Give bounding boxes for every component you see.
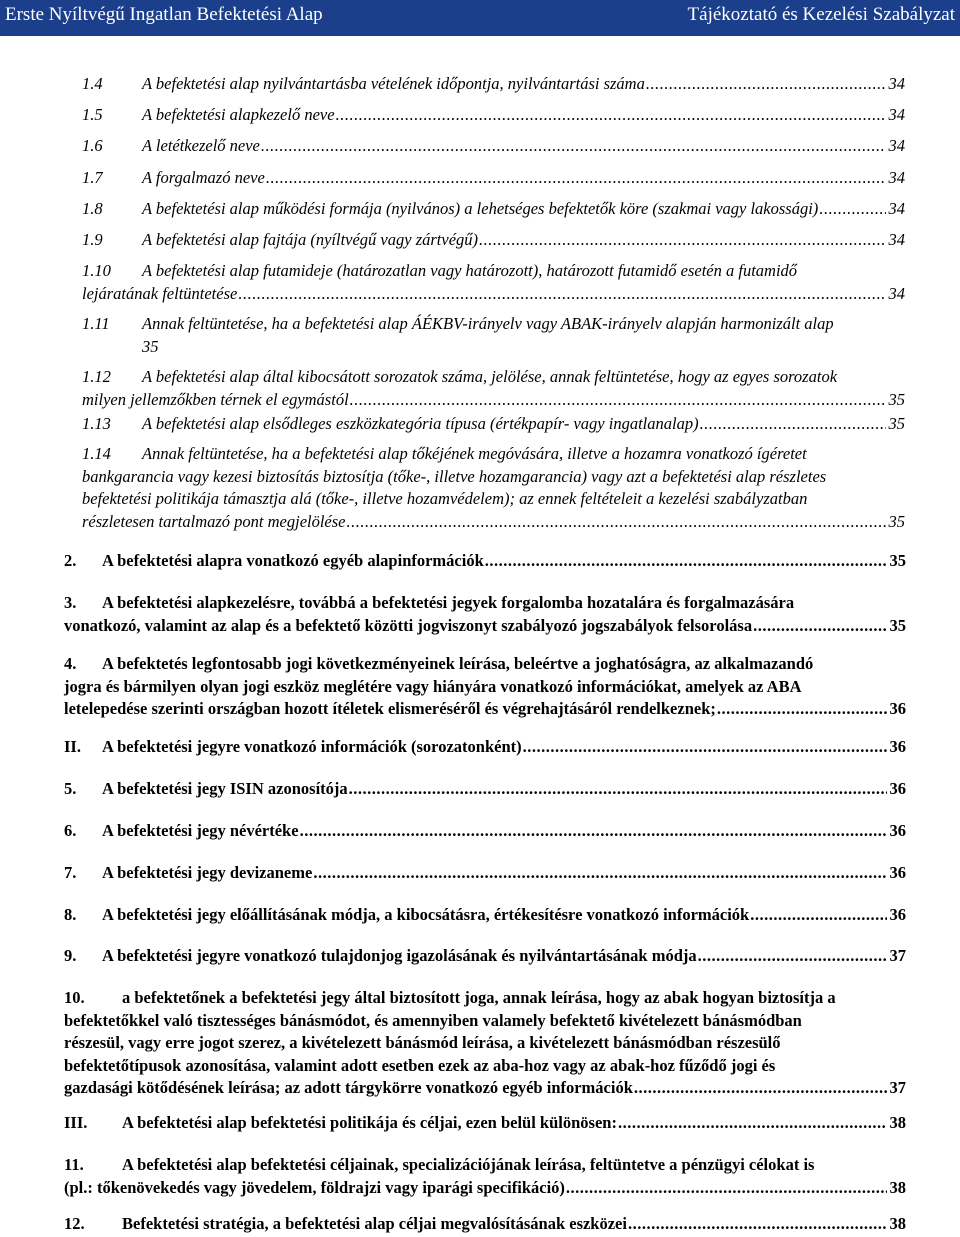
toc-number: 12. bbox=[64, 1214, 85, 1233]
toc-title: A befektetési alap nyilvántartásba vételének időpontja, nyilvántartási száma bbox=[142, 74, 645, 93]
toc-page: 36 bbox=[889, 821, 906, 840]
toc-title: A befektetési jegyre vonatkozó információk (sorozatonként) bbox=[102, 737, 522, 756]
toc-leader bbox=[238, 283, 886, 306]
toc-title: A forgalmazó neve bbox=[142, 168, 265, 187]
document-header bbox=[0, 0, 960, 36]
toc-title-line: jogra és bármilyen olyan jogi eszköz meglétére vagy hiányára vonatkozó információkat, amelyek az ABA bbox=[64, 676, 802, 696]
toc-number: 2. bbox=[64, 551, 77, 570]
toc-leader bbox=[479, 229, 886, 252]
toc-number: 1.12 bbox=[82, 367, 111, 386]
toc-entry[interactable] bbox=[82, 73, 905, 96]
toc-number: 1.5 bbox=[82, 105, 103, 124]
toc-number: 1.7 bbox=[82, 168, 103, 187]
toc-leader bbox=[753, 615, 887, 638]
toc-leader bbox=[350, 389, 886, 412]
header-document-title: Tájékoztató és Kezelési Szabályzat bbox=[687, 4, 955, 25]
toc-leader bbox=[717, 698, 887, 721]
toc-entry[interactable] bbox=[82, 366, 905, 411]
toc-title: A befektetési jegy ISIN azonosítója bbox=[102, 779, 348, 798]
toc-entry[interactable] bbox=[64, 592, 906, 637]
toc-number: 1.14 bbox=[82, 444, 111, 463]
toc-leader bbox=[700, 413, 886, 436]
toc-title: A befektetési jegyre vonatkozó tulajdonjog igazolásának és nyilvántartásának módja bbox=[102, 946, 697, 965]
toc-entry[interactable] bbox=[82, 313, 905, 358]
toc-page: 35 bbox=[889, 615, 906, 635]
toc-leader bbox=[336, 104, 886, 127]
toc-title-line: Annak feltüntetése, ha a befektetési alap tőkéjének megóvására, illetve a hozamra vonatkozó ígéretet bbox=[142, 444, 807, 463]
toc-page: 37 bbox=[889, 946, 906, 965]
toc-number: 9. bbox=[64, 946, 77, 965]
toc-title-line: A befektetési alap futamideje (határozatlan vagy határozott), határozott futamidő esetén a futamidő bbox=[142, 261, 798, 280]
toc-page: 34 bbox=[888, 230, 905, 249]
toc-page: 36 bbox=[889, 737, 906, 756]
toc-entry[interactable] bbox=[82, 135, 905, 158]
toc-leader bbox=[347, 511, 886, 534]
toc-number: 1.13 bbox=[82, 414, 111, 433]
toc-leader bbox=[349, 778, 887, 801]
toc-title-line: részesül, vagy erre jogot szerez, a kivételezett bánásmód leírása, a kivételezett bánásmódban részesülő bbox=[64, 1033, 781, 1052]
toc-page: 34 bbox=[888, 283, 905, 303]
toc-title: milyen jellemzőkben térnek el egymástól bbox=[82, 389, 349, 409]
toc-title: A befektetési jegy előállításának módja, a kibocsátásra, értékesítésre vonatkozó információk bbox=[102, 905, 750, 924]
toc-page: 35 bbox=[888, 511, 905, 531]
toc-leader bbox=[261, 135, 886, 158]
toc-number: 6. bbox=[64, 821, 77, 840]
toc-page: 35 bbox=[889, 551, 906, 570]
toc-leader bbox=[646, 73, 886, 96]
toc-entry[interactable] bbox=[64, 1213, 906, 1236]
toc-page: 36 bbox=[889, 699, 906, 718]
toc-title: A befektetési jegy névértéke bbox=[102, 821, 299, 840]
toc-page: 34 bbox=[888, 168, 905, 187]
toc-title: A befektetési alapra vonatkozó egyéb alapinformációk bbox=[102, 551, 484, 570]
toc-number: 1.11 bbox=[82, 314, 110, 333]
toc-entry[interactable] bbox=[82, 443, 905, 533]
toc-title-line: A befektetési alap által kibocsátott sorozatok száma, jelölése, annak feltüntetése, hogy az egyes sorozatok bbox=[142, 367, 838, 386]
toc-number: 8. bbox=[64, 905, 77, 924]
toc-number: 1.10 bbox=[82, 261, 111, 280]
toc-title: A befektetési alap fajtája (nyíltvégű vagy zártvégű) bbox=[142, 230, 479, 249]
toc-leader bbox=[750, 904, 887, 927]
toc-page: 34 bbox=[888, 136, 905, 155]
toc-leader bbox=[300, 820, 887, 843]
toc-number: III. bbox=[64, 1113, 88, 1132]
toc-title: (pl.: tőkenövekedés vagy jövedelem, földrajzi vagy iparági specifikáció) bbox=[64, 1177, 565, 1197]
toc-leader bbox=[618, 1112, 887, 1135]
toc-entry[interactable] bbox=[64, 736, 906, 759]
toc-entry[interactable] bbox=[64, 862, 906, 885]
toc-leader bbox=[485, 550, 887, 573]
toc-title: gazdasági kötődésének leírása; az adott tárgykörre vonatkozó egyéb információk bbox=[64, 1078, 633, 1097]
toc-title-line: befektetőtípusok azonosítása, valamint adott esetben ezek az aba-hoz vagy az abak-hoz fűződő jogi és bbox=[64, 1055, 776, 1075]
toc-number: II. bbox=[64, 737, 81, 756]
toc-entry[interactable] bbox=[82, 198, 905, 221]
toc-number: 1.6 bbox=[82, 136, 103, 155]
toc-number: 1.9 bbox=[82, 230, 103, 249]
toc-title: letelepedése szerinti országban hozott ítéletek elismeréséről és végrehajtásáról rendelkeznek; bbox=[64, 699, 716, 718]
toc-entry[interactable] bbox=[64, 904, 906, 927]
toc-number: 1.8 bbox=[82, 199, 103, 218]
toc-title: A befektetési alap elsődleges eszközkategória típusa (értékpapír- vagy ingatlanalap) bbox=[142, 414, 699, 433]
toc-title: Annak feltüntetése, ha a befektetési alap ÁÉKBV-irányelv vagy ABAK-irányelv alapján harmonizált alap bbox=[142, 314, 834, 333]
toc-number: 10. bbox=[64, 988, 85, 1007]
toc-number: 11. bbox=[64, 1155, 84, 1174]
header-fund-name: Erste Nyíltvégű Ingatlan Befektetési Alap bbox=[5, 4, 323, 25]
toc-leader bbox=[634, 1077, 887, 1100]
toc-title-line: bankgarancia vagy kezesi biztosítás biztosítja (tőke-, illetve hozamgarancia) vagy azt a befektetési alap részletes bbox=[82, 466, 827, 486]
toc-title: részletesen tartalmazó pont megjelölése bbox=[82, 511, 346, 531]
toc-title-line: befektetési politikája támasztja alá (tőke-, illetve hozamvédelem); az ennek feltételeit a kezelési szabályzatban bbox=[82, 489, 808, 508]
toc-entry[interactable] bbox=[82, 413, 905, 436]
toc-title: Befektetési stratégia, a befektetési alap céljai megvalósításának eszközei bbox=[122, 1214, 627, 1233]
toc-page: 38 bbox=[889, 1214, 906, 1233]
toc-title: A befektetési alap befektetési politikája és céljai, ezen belül különösen: bbox=[122, 1113, 617, 1132]
toc-page: 35 bbox=[888, 389, 905, 409]
toc-entry[interactable] bbox=[64, 820, 906, 843]
toc-title: A letétkezelő neve bbox=[142, 136, 260, 155]
toc-page: 36 bbox=[889, 779, 906, 798]
toc-page: 35 bbox=[142, 336, 159, 356]
toc-title: lejáratának feltüntetése bbox=[82, 283, 238, 303]
toc-leader bbox=[523, 736, 887, 759]
toc-title: A befektetési alap működési formája (nyilvános) a lehetséges befektetők köre (szakmai vagy lakossági) bbox=[142, 199, 819, 218]
toc-page: 35 bbox=[888, 414, 905, 433]
toc-title-line: a befektetőnek a befektetési jegy által biztosított joga, annak leírása, hogy az abak hogyan biztosítja a bbox=[122, 988, 836, 1007]
toc-page: 38 bbox=[889, 1113, 906, 1132]
toc-page: 36 bbox=[889, 863, 906, 882]
toc-number: 4. bbox=[64, 654, 77, 673]
toc-title: A befektetési jegy devizaneme bbox=[102, 863, 313, 882]
toc-entry[interactable] bbox=[64, 550, 906, 573]
toc-title-line: A befektetési alap befektetési céljainak, specializációjának leírása, feltüntetve a pénzügyi célokat is bbox=[122, 1155, 815, 1174]
toc-page: 34 bbox=[888, 74, 905, 93]
toc-leader bbox=[698, 945, 887, 968]
toc-entry[interactable] bbox=[82, 229, 905, 252]
toc-page: 38 bbox=[889, 1177, 906, 1197]
toc-leader bbox=[628, 1213, 887, 1236]
toc-page: 37 bbox=[889, 1078, 906, 1097]
toc-title-line: A befektetés legfontosabb jogi következményeinek leírása, beleértve a joghatóságra, az alkalmazandó bbox=[102, 654, 814, 673]
toc-entry[interactable] bbox=[64, 653, 906, 721]
toc-entry[interactable] bbox=[64, 945, 906, 968]
toc-entry[interactable] bbox=[64, 1112, 906, 1135]
toc-leader bbox=[266, 167, 886, 190]
toc-number: 1.4 bbox=[82, 74, 103, 93]
toc-title: A befektetési alapkezelő neve bbox=[142, 105, 335, 124]
toc-title: vonatkozó, valamint az alap és a befektető közötti jogviszonyt szabályozó jogszabályok felsorolása bbox=[64, 615, 753, 635]
toc-number: 5. bbox=[64, 779, 77, 798]
toc-leader bbox=[313, 862, 887, 885]
toc-page: 34 bbox=[888, 105, 905, 124]
toc-entry[interactable] bbox=[82, 260, 905, 305]
toc-entry[interactable] bbox=[64, 778, 906, 801]
toc-number: 3. bbox=[64, 593, 77, 612]
toc-leader bbox=[566, 1177, 887, 1200]
toc-page: 34 bbox=[888, 199, 905, 218]
toc-number: 7. bbox=[64, 863, 77, 882]
toc-entry[interactable] bbox=[82, 104, 905, 127]
toc-entry[interactable] bbox=[64, 1154, 906, 1199]
toc-title-line: A befektetési alapkezelésre, továbbá a befektetési jegyek forgalomba hozatalára és forgalmazására bbox=[102, 593, 795, 612]
toc-entry[interactable] bbox=[64, 987, 906, 1100]
toc-title-line: befektetőkkel való tisztességes bánásmódot, és amennyiben valamely befektető kivételezett bánásmódban bbox=[64, 1010, 802, 1030]
toc-page: 36 bbox=[889, 905, 906, 924]
toc-leader bbox=[819, 198, 886, 221]
toc-entry[interactable] bbox=[82, 167, 905, 190]
